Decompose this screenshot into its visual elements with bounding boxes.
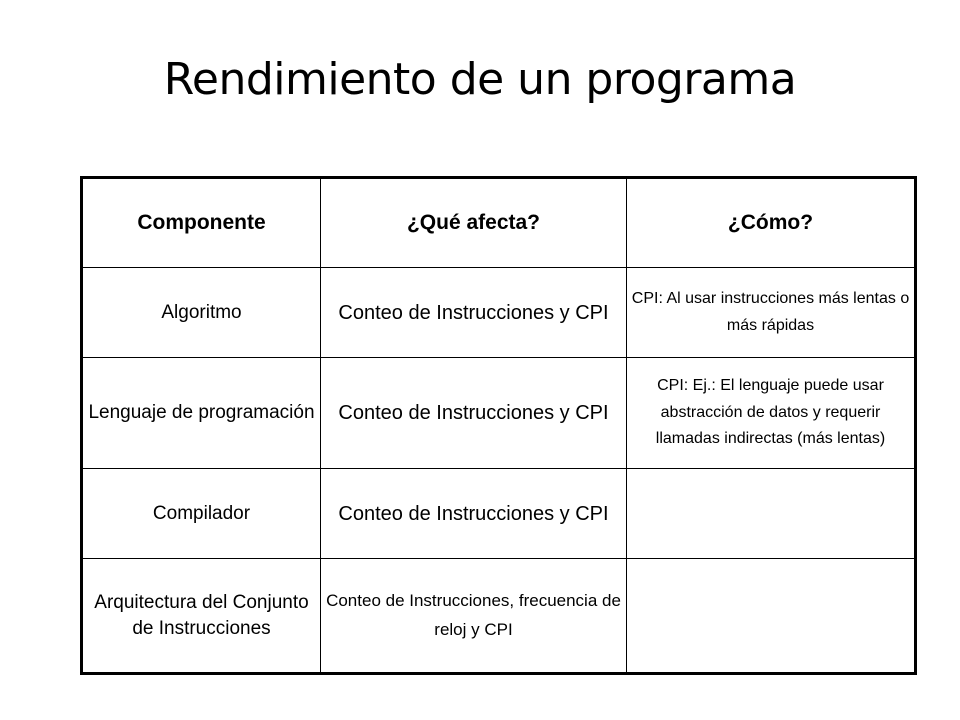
cell-component: Algoritmo (82, 268, 321, 358)
table-row (82, 358, 916, 469)
table-row (82, 559, 916, 674)
header-how: ¿Cómo? (627, 178, 916, 268)
cell-affects: Conteo de Instrucciones y CPI (321, 358, 627, 469)
header-component: Componente (82, 178, 321, 268)
cell-how (627, 559, 916, 674)
table-row (82, 268, 916, 358)
cell-affects: Conteo de Instrucciones y CPI (321, 268, 627, 358)
performance-table (80, 176, 917, 675)
cell-how (627, 469, 916, 559)
table-header-row (82, 178, 916, 268)
slide-title: Rendimiento de un programa (163, 54, 797, 105)
cell-affects: Conteo de Instrucciones, frecuencia de reloj y CPI (321, 559, 627, 674)
cell-component: Lenguaje de programación (82, 358, 321, 469)
cell-how: CPI: Ej.: El lenguaje puede usar abstracción de datos y requerir llamadas indirectas (más lentas) (627, 358, 916, 469)
cell-component: Compilador (82, 469, 321, 559)
cell-component: Arquitectura del Conjunto de Instrucciones (82, 559, 321, 674)
table-row (82, 469, 916, 559)
header-affects: ¿Qué afecta? (321, 178, 627, 268)
cell-how: CPI: Al usar instrucciones más lentas o más rápidas (627, 268, 916, 358)
cell-affects: Conteo de Instrucciones y CPI (321, 469, 627, 559)
